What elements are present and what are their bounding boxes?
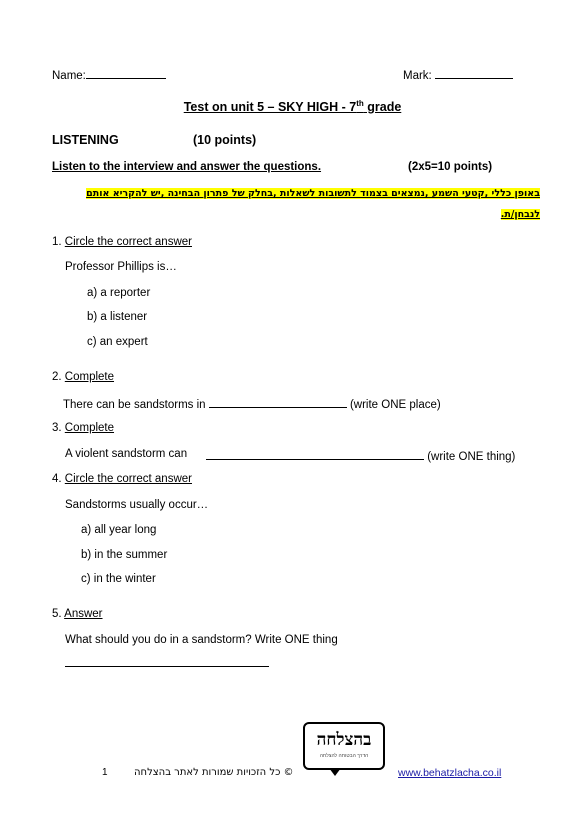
q1-option-c[interactable]: c) an expert: [87, 336, 148, 348]
section-heading: LISTENING: [52, 133, 119, 147]
behatzlacha-logo: [303, 722, 385, 770]
q2-instruction: Complete: [64, 371, 115, 383]
copyright-text: © כל הזכויות שמורות לאתר בהצלחה: [134, 767, 294, 778]
logo-text: בהצלחה: [316, 730, 372, 750]
q4-stem: Sandstorms usually occur…: [65, 499, 209, 511]
page-title: Test on unit 5 – SKY HIGH - 7th grade: [183, 99, 402, 115]
name-field: [52, 67, 166, 82]
website-link[interactable]: www.behatzlacha.co.il: [398, 767, 502, 779]
q1-stem: Professor Phillips is…: [65, 261, 177, 273]
name-label: Name:: [52, 70, 86, 82]
q1-instruction: Circle the correct answer: [64, 236, 192, 248]
mark-label: Mark:: [403, 70, 432, 82]
q3-answer: [206, 448, 515, 463]
q3-answer-line[interactable]: [206, 448, 424, 460]
mark-line[interactable]: [435, 67, 513, 79]
q5-answer-line[interactable]: [65, 655, 269, 667]
question-2: 2. Complete: [52, 371, 115, 383]
q3-instruction: Complete: [64, 422, 115, 434]
q2-answer-line[interactable]: [209, 396, 347, 408]
q3-text: A violent sandstorm can: [65, 448, 188, 460]
q1-option-a[interactable]: a) a reporter: [87, 287, 151, 299]
page-number: 1: [102, 767, 108, 778]
logo-subtitle: הדרך הבטוחה להצלחה: [319, 753, 369, 759]
question-4: 4. Circle the correct answer: [52, 473, 192, 485]
question-1: 1. Circle the correct answer: [52, 236, 192, 248]
q4-option-c[interactable]: c) in the winter: [81, 573, 156, 585]
hebrew-note-line2: לנבחן/ת.: [500, 209, 540, 220]
instruction-points: (2x5=10 points): [408, 161, 493, 173]
mark-field: [403, 67, 513, 82]
q4-option-b[interactable]: b) in the summer: [81, 549, 168, 561]
section-points: (10 points): [193, 133, 257, 147]
name-line[interactable]: [86, 67, 166, 79]
q4-option-a[interactable]: a) all year long: [81, 524, 157, 536]
q2-hint: (write ONE place): [349, 399, 441, 411]
q3-hint: (write ONE thing): [427, 451, 516, 463]
hebrew-note-line1: באופן כללי ,קטעי השמע ,נמצאים בצמוד לתשובות לשאלות ,בחלק של פתרון הבחינה ,יש להקריא אותם: [86, 188, 540, 199]
instruction: Listen to the interview and answer the questions.: [52, 161, 322, 173]
logo-speech-tail: [329, 768, 341, 776]
q5-text: What should you do in a sandstorm? Write ONE thing: [65, 634, 338, 646]
question-5: 5. Answer: [52, 608, 103, 620]
hebrew-note: [52, 183, 540, 225]
q2-text: There can be sandstorms in (write ONE place): [63, 396, 441, 411]
q5-instruction: Answer: [64, 608, 103, 620]
question-3: 3. Complete: [52, 422, 115, 434]
q1-option-b[interactable]: b) a listener: [87, 311, 148, 323]
q4-instruction: Circle the correct answer: [64, 473, 192, 485]
q5-answer: [65, 655, 269, 670]
